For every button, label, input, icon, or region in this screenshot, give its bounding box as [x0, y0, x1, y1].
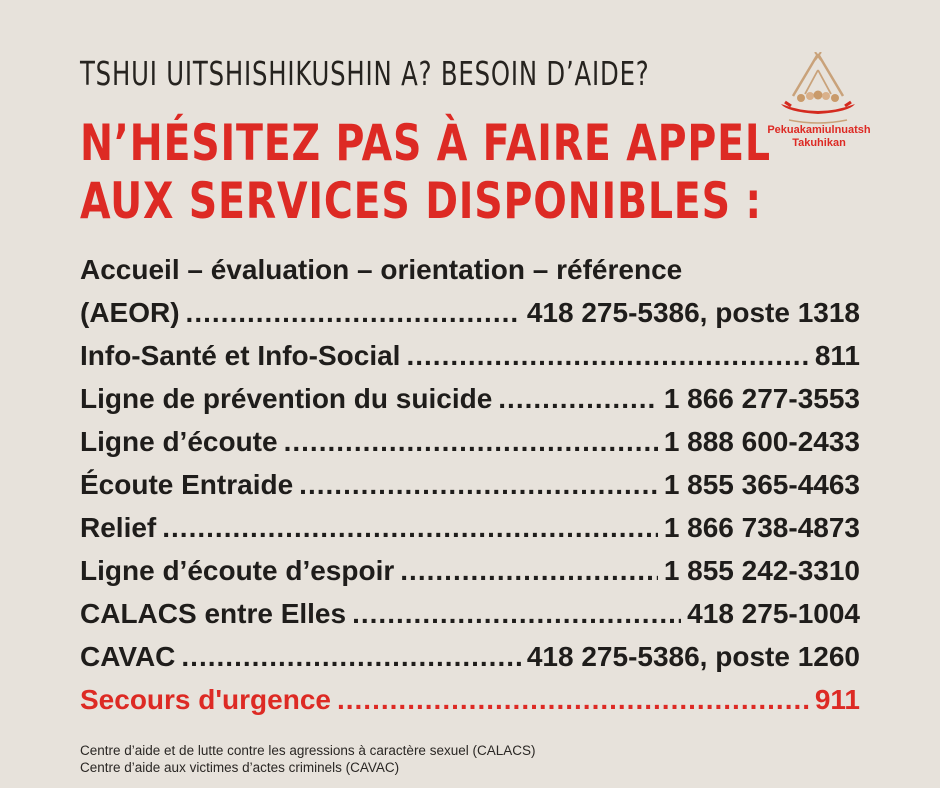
footnotes — [80, 742, 535, 776]
service-row — [80, 512, 860, 555]
service-row — [80, 383, 860, 426]
service-list — [80, 254, 860, 727]
service-name: CALACS entre Elles — [80, 598, 347, 629]
service-number: 418 275-5386, poste 1318 — [526, 297, 860, 328]
subtitle: TSHUI UITSHISHIKUSHIN A? BESOIN D’AIDE? — [80, 54, 650, 93]
dot-leader — [299, 469, 658, 501]
service-row-emergency — [80, 684, 860, 727]
service-row — [80, 426, 860, 469]
service-name: Accueil – évaluation – orientation – référence — [80, 254, 683, 285]
footnote-calacs: Centre d’aide et de lutte contre les agressions à caractère sexuel (CALACS) — [80, 743, 536, 758]
dot-leader — [406, 340, 808, 372]
logo-text-line-2: Takuhikan — [792, 137, 846, 149]
service-number: 1 866 738-4873 — [663, 512, 860, 543]
service-name: Secours d'urgence — [80, 684, 331, 715]
service-name: Relief — [80, 512, 157, 543]
service-number: 418 275-1004 — [687, 598, 860, 629]
service-number: 1 866 277-3553 — [663, 383, 860, 414]
logo-text-line-1: Pekuakamiulnuatsh — [767, 124, 871, 136]
dot-leader — [162, 512, 658, 544]
dot-leader — [400, 555, 658, 587]
service-name: Ligne de prévention du suicide — [80, 383, 493, 414]
logo-text — [749, 124, 889, 150]
service-row-aeor-title — [80, 254, 860, 297]
service-row — [80, 469, 860, 512]
footnote-cavac: Centre d’aide aux victimes d’actes criminels (CAVAC) — [80, 760, 400, 775]
service-name: Info-Santé et Info-Social — [80, 340, 401, 371]
service-row-aeor — [80, 297, 860, 340]
service-row — [80, 340, 860, 383]
service-name: Ligne d’écoute — [80, 426, 278, 457]
service-row — [80, 641, 860, 684]
dot-leader — [352, 598, 681, 630]
service-name: Écoute Entraide — [80, 469, 294, 500]
service-number: 1 888 600-2433 — [663, 426, 860, 457]
dot-leader — [186, 297, 521, 329]
dot-leader — [337, 684, 809, 716]
dot-leader — [498, 383, 658, 415]
service-row — [80, 598, 860, 641]
service-number: 1 855 242-3310 — [663, 555, 860, 586]
headline — [80, 114, 771, 230]
service-name: (AEOR) — [80, 297, 180, 328]
headline-line-2: AUX SERVICES DISPONIBLES : — [80, 172, 762, 230]
service-number: 811 — [814, 340, 860, 371]
service-row — [80, 555, 860, 598]
service-number: 418 275-5386, poste 1260 — [526, 641, 860, 672]
service-number: 1 855 365-4463 — [663, 469, 860, 500]
dot-leader — [284, 426, 658, 458]
headline-line-1: N’HÉSITEZ PAS À FAIRE APPEL — [80, 114, 771, 172]
dot-leader — [181, 641, 520, 673]
service-name: CAVAC — [80, 641, 176, 672]
service-name: Ligne d’écoute d’espoir — [80, 555, 395, 586]
service-number: 911 — [814, 684, 860, 715]
